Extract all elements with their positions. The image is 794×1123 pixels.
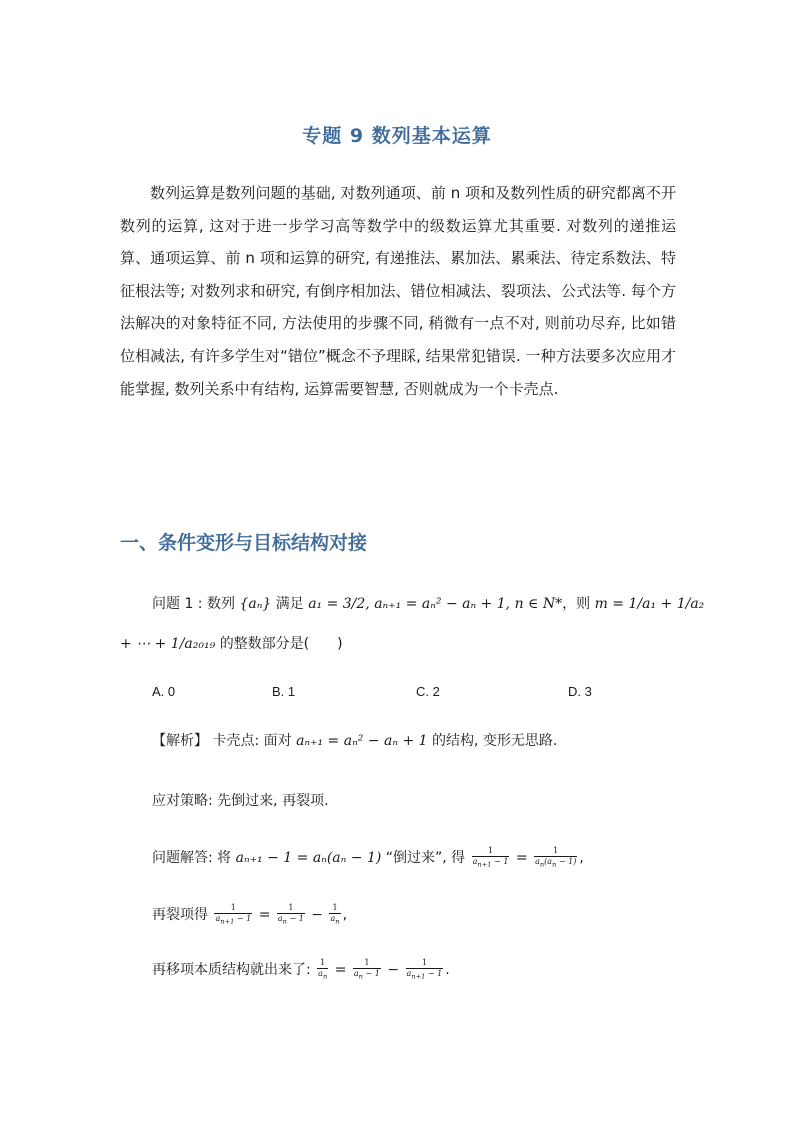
answer-line: 问题解答: 将 aₙ₊₁ − 1 = aₙ(aₙ − 1) “倒过来”, 得 $\frac{1}{a_{n+1} - 1}$ = $\frac{1}{a_n(a_n - 1)}$ , (152, 846, 584, 869)
then-text: ，则 (562, 596, 591, 612)
sum-formula-head: m = 1/a₁ + 1/a₂ (594, 596, 705, 612)
sequence-symbol: {aₙ} (239, 596, 272, 612)
option-c[interactable]: C. 2 (416, 684, 440, 699)
problem-statement (152, 592, 704, 616)
stuck-label: 卡壳点: 面对 (212, 733, 292, 749)
page-title: 专题 9 数列基本运算 (302, 125, 492, 147)
split-line: 再裂项得 $\frac{1}{a_{n+1} - 1}$ = $\frac{1}{a_n - 1}$ − $\frac{1}{a_n}$ , (152, 903, 348, 926)
fraction-split-left: $\frac{1}{a_{n+1} - 1}$ (215, 903, 252, 926)
final-label: 再移项本质结构就出来了: (152, 962, 311, 978)
fraction-final-left: $\frac{1}{a_n}$ (318, 958, 328, 981)
intro-paragraph: 数列运算是数列问题的基础, 对数列通项、前 n 项和及数列性质的研究都离不开数列的运算, 这对于进一步学习高等数学中的级数运算尤其重要. 对数列的递推运算、通项运算、前 n 项和运算的研究, 有递推法、累加法、累乘法、待定系数法、特征根法等; 对数列求和研究, 有倒序相加法、错位相减法、裂项法、公式法等. 每个方法解决的对象特征不同, 方法使用的步骤不同, 稍微有一点不对, 则前功尽弃, 比如错位相减法, 有许多学生对“错位”概念不予理睬, 结果常犯错误. 一种方法要多次应用才能掌握, 数列关系中有结构, 运算需要智慧, 否则就成为一个卡壳点. (120, 184, 676, 398)
satisfies-text: 满足 (275, 596, 304, 612)
stuck-rest: 的结构, 变形无思路. (432, 733, 558, 749)
analysis-stuck-point (152, 729, 557, 753)
final-structure-line: 再移项本质结构就出来了: $\frac{1}{a_n}$ = $\frac{1}{a_n - 1}$ − $\frac{1}{a_{n+1} - 1}$ . (152, 958, 450, 981)
answer-formula: aₙ₊₁ − 1 = aₙ(aₙ − 1) (235, 850, 382, 866)
answer-label: 问题解答: 将 (152, 850, 232, 866)
condition-formula: a₁ = 3/2, aₙ₊₁ = aₙ² − aₙ + 1, n ∈ N* (308, 596, 563, 612)
analysis-tag: 【解析】 (152, 733, 208, 749)
answer-mid: “倒过来”, 得 (385, 850, 466, 866)
fraction-inverse-right: $\frac{1}{a_n(a_n - 1)}$ (535, 846, 577, 869)
problem-label: 问题 1 : 数列 (152, 596, 235, 612)
sum-formula-tail: + ⋯ + 1/a₂₀₁₉ (120, 636, 216, 652)
fraction-inverse-left: $\frac{1}{a_{n+1} - 1}$ (472, 846, 509, 869)
question-text: 的整数部分是( ) (219, 636, 343, 652)
fraction-final-mid: $\frac{1}{a_n - 1}$ (353, 958, 380, 981)
fraction-split-right: $\frac{1}{a_n}$ (330, 903, 340, 926)
strategy-line: 应对策略: 先倒过来, 再裂项. (152, 793, 329, 809)
fraction-final-right: $\frac{1}{a_{n+1} - 1}$ (406, 958, 443, 981)
split-label: 再裂项得 (152, 907, 208, 923)
problem-statement-cont (120, 632, 343, 656)
option-d[interactable]: D. 3 (568, 684, 592, 699)
section-heading: 一、条件变形与目标结构对接 (120, 532, 368, 554)
option-b[interactable]: B. 1 (272, 684, 296, 699)
fraction-split-mid: $\frac{1}{a_n - 1}$ (277, 903, 304, 926)
stuck-formula: aₙ₊₁ = aₙ² − aₙ + 1 (296, 733, 428, 749)
option-a[interactable]: A. 0 (152, 684, 176, 699)
